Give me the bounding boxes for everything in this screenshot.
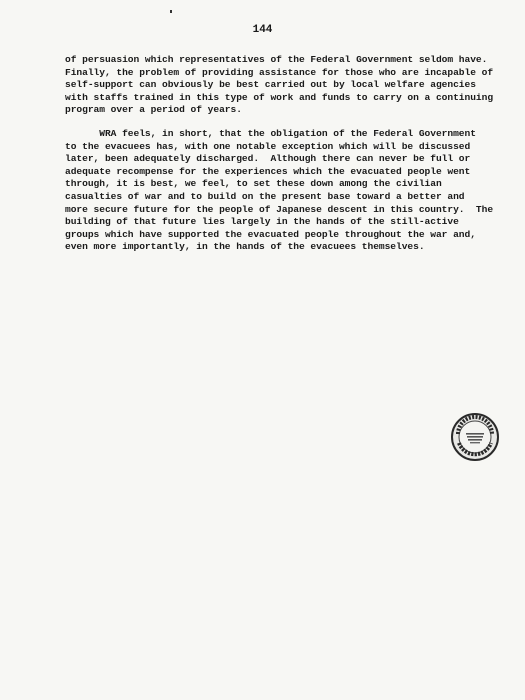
text-line: program over a period of years. xyxy=(65,104,242,116)
text-line: even more importantly, in the hands of the evacuees themselves. xyxy=(65,241,425,253)
text-line: through, it is best, we feel, to set these down among the civilian xyxy=(65,178,442,190)
ink-speck xyxy=(170,10,172,13)
text-line: WRA feels, in short, that the obligation of the Federal Government xyxy=(65,128,476,139)
paragraph-2 xyxy=(65,128,495,254)
text-line: adequate recompense for the experiences which the evacuated people went xyxy=(65,165,471,177)
text-line: self-support can obviously be best carried out by local welfare agencies xyxy=(65,79,476,91)
archive-stamp-seal xyxy=(450,412,500,462)
text-line: building of that future lies largely in the hands of the still-active xyxy=(65,216,459,228)
page-number: 144 xyxy=(252,24,273,36)
text-line: with staffs trained in this type of work and funds to carry on a continuing xyxy=(65,91,494,103)
text-line: more secure future for the people of Japanese descent in this country. The xyxy=(65,203,494,215)
text-line: Finally, the problem of providing assistance for those who are incapable of xyxy=(65,66,494,78)
paragraph-1 xyxy=(65,54,495,117)
text-line: later, been adequately discharged. Although there can never be full or xyxy=(65,153,471,165)
text-line: to the evacuees has, with one notable exception which will be discussed xyxy=(65,140,471,152)
text-line: casualties of war and to build on the present base toward a better and xyxy=(65,190,465,202)
text-line: of persuasion which representatives of the Federal Government seldom have. xyxy=(65,54,488,65)
text-line: groups which have supported the evacuated people throughout the war and, xyxy=(65,228,476,240)
